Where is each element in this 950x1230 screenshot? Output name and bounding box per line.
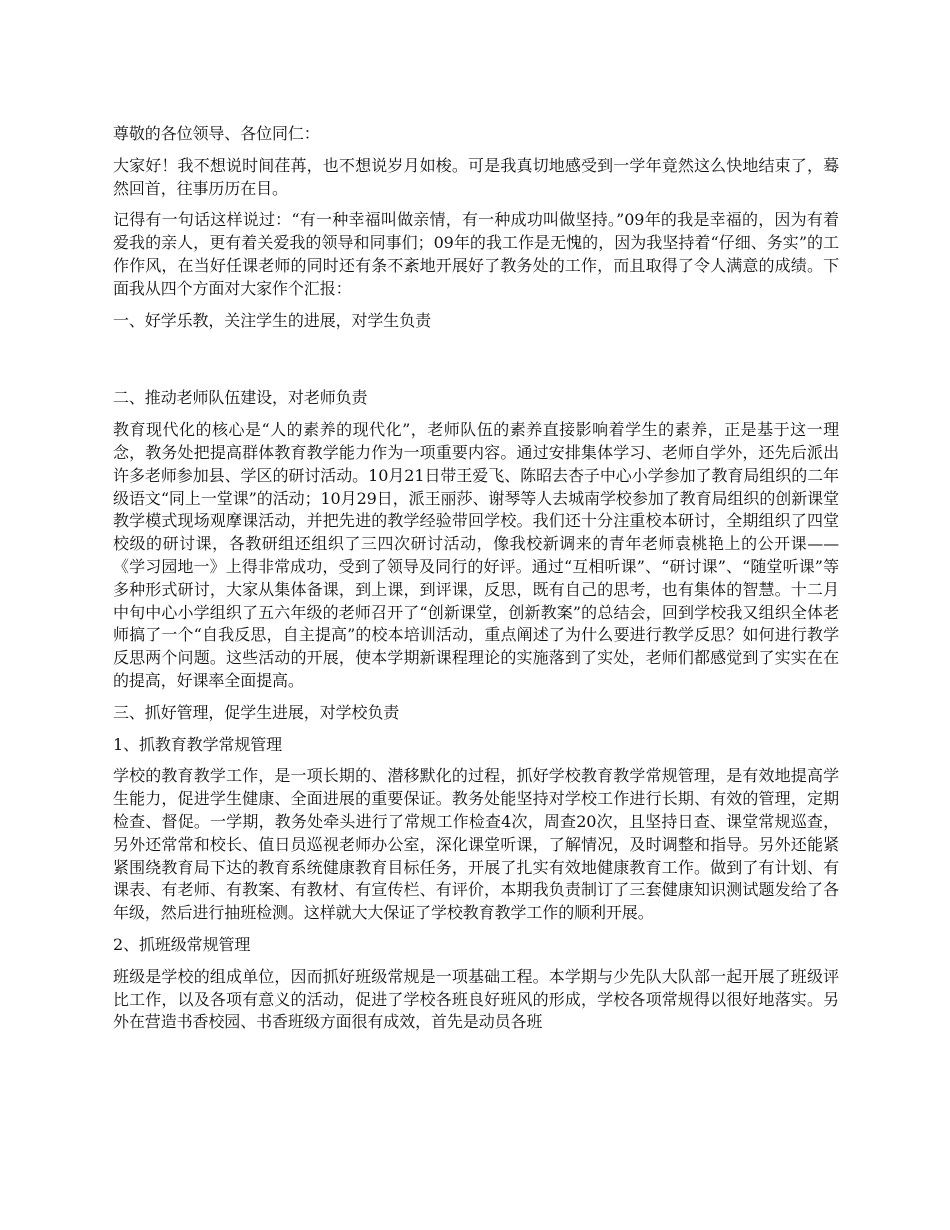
section-1-title: 一、好学乐教，关注学生的进展，对学生负责 bbox=[113, 310, 432, 330]
subsection-2-title: 2、抓班级常规管理 bbox=[113, 934, 251, 954]
opening-paragraph: 记得有一句话这样说过：“有一种幸福叫做亲情，有一种成功叫做坚持。”09年的我是幸福的，因为有着爱我的亲人，更有着关爱我的领导和同事们；09年的我工作是无愧的，因为我坚持着“仔细、务实”的工作作风，在当好任课老师的同时还有条不紊地开展好了教务处的工作，而且取得了令人满意的成绩。下面我从四个方面对大家作个汇报： bbox=[113, 210, 839, 298]
section-3-title: 三、抓好管理，促学生进展，对学校负责 bbox=[113, 702, 400, 722]
subsection-1-title: 1、抓教育教学常规管理 bbox=[113, 734, 283, 754]
salutation: 尊敬的各位领导、各位同仁： bbox=[113, 124, 320, 143]
intro-paragraph: 大家好！我不想说时间荏苒，也不想说岁月如梭。可是我真切地感受到一学年竟然这么快地结束了，蓦然回首，往事历历在目。 bbox=[113, 155, 839, 198]
subsection-1-body: 学校的教育教学工作，是一项长期的、潜移默化的过程，抓好学校教育教学常规管理，是有效地提高学生能力，促进学生健康、全面进展的重要保证。教务处能坚持对学校工作进行长期、有效的管理，定期检查、督促。一学期，教务处牵头进行了常规工作检查4次，周查20次，且坚持日查、课堂常规巡查，另外还常常和校长、值日员巡视老师办公室，深化课堂听课，了解情况，及时调整和指导。另外还能紧紧围绕教育局下达的教育系统健康教育目标任务，开展了扎实有效地健康教育工作。做到了有计划、有课表、有老师、有教案、有教材、有宣传栏、有评价，本期我负责制订了三套健康知识测试题发给了各年级，然后进行抽班检测。这样就大大保证了学校教育教学工作的顺利开展。 bbox=[113, 766, 839, 923]
document-page bbox=[113, 123, 839, 1034]
subsection-2-body: 班级是学校的组成单位，因而抓好班级常规是一项基础工程。本学期与少先队大队部一起开展了班级评比工作，以及各项有意义的活动，促进了学校各班良好班风的形成，学校各项常规得以很好地落实。另外在营造书香校园、书香班级方面很有成效，首先是动员各班 bbox=[113, 966, 839, 1032]
section-2-body: 教育现代化的核心是“人的素养的现代化”，老师队伍的素养直接影响着学生的素养，正是基于这一理念，教务处把提高群体教育教学能力作为一项重要内容。通过安排集体学习、老师自学外，还先后派出许多老师参加县、学区的研讨活动。10月21日带王爱飞、陈昭去杏子中心小学参加了教育局组织的二年级语文“同上一堂课”的活动；10月29日，派王丽莎、谢琴等人去城南学校参加了教育局组织的创新课堂教学模式现场观摩课活动，并把先进的教学经验带回学校。我们还十分注重校本研讨，全期组织了四堂校级的研讨课，各教研组还组织了三四次研讨活动，像我校新调来的青年老师袁桃艳上的公开课——《学习园地一》上得非常成功，受到了领导及同行的好评。通过“互相听课”、“研讨课”、“随堂听课”等多种形式研讨，大家从集体备课，到上课，到评课，反思，既有自己的思考，也有集体的智慧。十二月中旬中心小学组织了五六年级的老师召开了“创新课堂，创新教案”的总结会，回到学校我又组织全体老师搞了一个“自我反思，自主提高”的校本培训活动，重点阐述了为什么要进行教学反思？如何进行教学反思两个问题。这些活动的开展，使本学期新课程理论的实施落到了实处，老师们都感觉到了实实在在的提高，好课率全面提高。 bbox=[113, 420, 839, 690]
section-2-title: 二、推动老师队伍建设，对老师负责 bbox=[113, 388, 368, 408]
